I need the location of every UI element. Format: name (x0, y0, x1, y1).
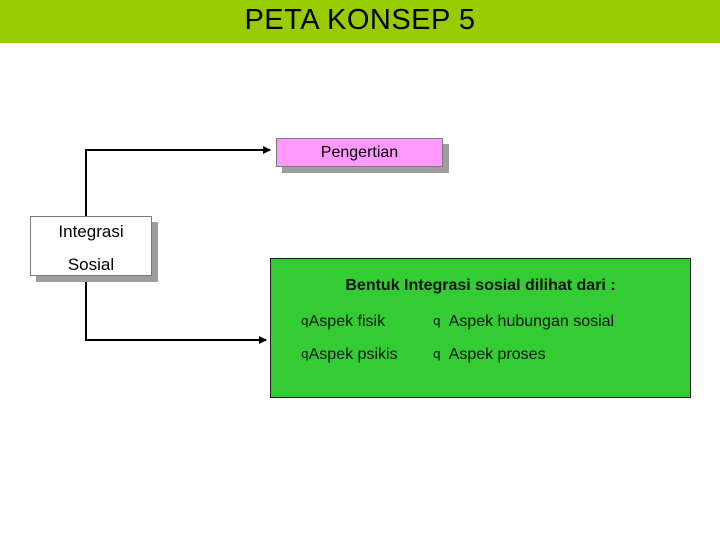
bullet-icon: q (433, 314, 441, 328)
bentuk-integrasi-box (270, 258, 691, 398)
bullet-icon: q (301, 314, 309, 328)
bentuk-heading: Bentuk Integrasi sosial dilihat dari : (345, 277, 616, 294)
item-aspek-proses: Aspek proses (448, 346, 546, 363)
list-item (433, 313, 614, 331)
item-aspek-fisik: Aspek fisik (308, 313, 386, 330)
integrasi-sosial-box (30, 216, 152, 276)
bullet-icon: q (433, 347, 441, 361)
sosial-label: Sosial (67, 255, 115, 274)
integrasi-label: Integrasi (58, 222, 124, 241)
slide-title: PETA KONSEP 5 (244, 4, 476, 36)
item-aspek-hubungan-sosial: Aspek hubungan sosial (448, 313, 615, 330)
list-item (301, 346, 398, 364)
bullet-icon: q (301, 347, 309, 361)
list-item (301, 313, 385, 331)
pengertian-box (276, 138, 443, 167)
connector-to-pengertian (86, 150, 270, 216)
connector-to-bentuk (86, 276, 266, 340)
pengertian-label: Pengertian (320, 143, 399, 161)
item-aspek-psikis: Aspek psikis (308, 346, 398, 363)
list-item (433, 346, 546, 364)
